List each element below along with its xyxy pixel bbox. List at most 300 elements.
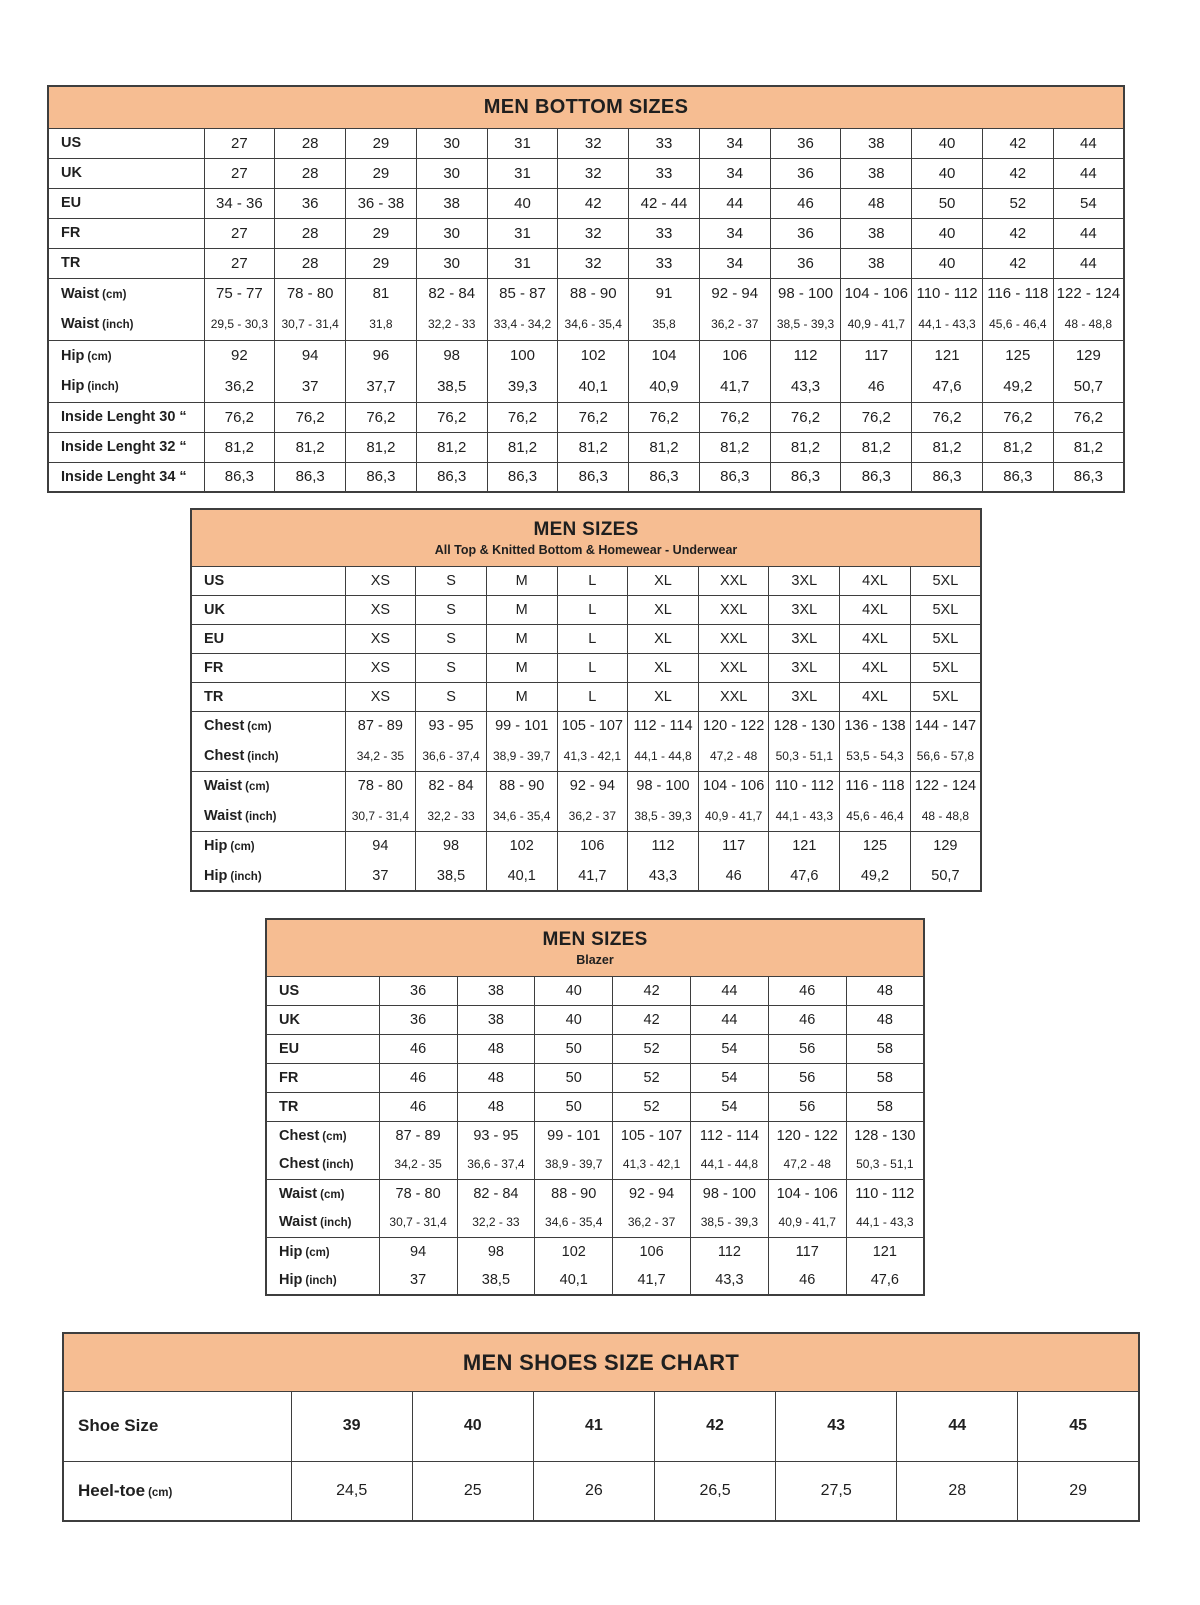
size-value-cell: 129 — [910, 831, 981, 861]
table-row — [48, 340, 1124, 371]
row-label-text: Waist — [279, 1214, 318, 1231]
row-label-text: Waist — [279, 1185, 318, 1202]
row-label — [266, 1121, 379, 1150]
size-value-cell: 121 — [846, 1237, 924, 1266]
size-value-cell: 125 — [982, 340, 1053, 371]
size-value-cell: 39 — [291, 1391, 412, 1461]
size-value-cell: 36,2 - 37 — [699, 309, 770, 340]
size-value-cell: 81,2 — [912, 432, 983, 462]
size-value-cell: 36 — [770, 218, 841, 248]
row-label — [266, 976, 379, 1005]
size-value-cell: 33,4 - 34,2 — [487, 309, 558, 340]
row-label-text: Chest — [204, 747, 245, 764]
size-value-cell: 54 — [1053, 188, 1124, 218]
size-value-cell: 27 — [204, 248, 275, 278]
size-value-cell: 78 - 80 — [275, 278, 346, 309]
size-value-cell: 112 — [690, 1237, 768, 1266]
row-label-text: Shoe Size — [78, 1416, 159, 1435]
size-value-cell: 30 — [416, 248, 487, 278]
size-value-cell: 44 — [1053, 218, 1124, 248]
size-value-cell: 33 — [629, 158, 700, 188]
row-label-text: Waist — [61, 285, 100, 302]
size-value-cell: 36,2 - 37 — [613, 1208, 691, 1237]
size-value-cell: 76,2 — [275, 402, 346, 432]
row-label — [63, 1391, 291, 1461]
size-value-cell: 40 — [912, 158, 983, 188]
row-label — [48, 278, 204, 309]
size-value-cell: 86,3 — [1053, 462, 1124, 492]
table-row — [48, 188, 1124, 218]
table-row — [48, 309, 1124, 340]
size-value-cell: 112 — [770, 340, 841, 371]
size-value-cell: XL — [628, 566, 699, 595]
size-value-cell: 82 - 84 — [457, 1179, 535, 1208]
size-value-cell: 45,6 - 46,4 — [982, 309, 1053, 340]
size-value-cell: 88 - 90 — [535, 1179, 613, 1208]
row-label — [48, 188, 204, 218]
row-label-unit: (cm) — [247, 721, 272, 734]
size-value-cell: 76,2 — [629, 402, 700, 432]
size-value-cell: 76,2 — [346, 402, 417, 432]
size-value-cell: 4XL — [840, 595, 911, 624]
size-value-cell: 35,8 — [629, 309, 700, 340]
row-label — [48, 218, 204, 248]
size-value-cell: 38 — [841, 158, 912, 188]
size-value-cell: 82 - 84 — [416, 771, 487, 801]
row-label-text: Inside Lenght 30 “ — [61, 409, 187, 425]
table-row — [266, 1266, 924, 1295]
size-value-cell: 38,5 — [416, 861, 487, 891]
row-label-unit: (inch) — [245, 810, 277, 823]
size-value-cell: 29 — [346, 158, 417, 188]
size-value-cell: 36 — [770, 248, 841, 278]
row-label — [48, 128, 204, 158]
row-label-unit: (inch) — [230, 870, 262, 883]
size-value-cell: 78 - 80 — [345, 771, 416, 801]
row-label — [266, 1005, 379, 1034]
table-row — [191, 711, 981, 741]
size-value-cell: 3XL — [769, 595, 840, 624]
size-value-cell: 81,2 — [416, 432, 487, 462]
size-value-cell: 42 - 44 — [629, 188, 700, 218]
size-value-cell: 44 — [690, 976, 768, 1005]
row-label-text: US — [279, 982, 300, 999]
size-value-cell: 128 - 130 — [769, 711, 840, 741]
size-value-cell: 46 — [841, 371, 912, 402]
size-value-cell: 76,2 — [770, 402, 841, 432]
size-value-cell: 54 — [690, 1034, 768, 1063]
row-label-text: FR — [61, 225, 81, 241]
size-value-cell: 81,2 — [558, 432, 629, 462]
size-value-cell: 38,9 - 39,7 — [486, 741, 557, 771]
size-value-cell: 81 — [346, 278, 417, 309]
size-value-cell: 56 — [768, 1092, 846, 1121]
row-label-text: Waist — [204, 807, 243, 824]
men-sizes-top-grid — [190, 508, 982, 892]
size-value-cell: S — [416, 653, 487, 682]
size-value-cell: 86,3 — [558, 462, 629, 492]
row-label-unit: (cm) — [102, 288, 127, 301]
size-value-cell: 125 — [840, 831, 911, 861]
size-value-cell: 31 — [487, 158, 558, 188]
size-value-cell: 104 — [629, 340, 700, 371]
size-value-cell: M — [486, 682, 557, 711]
size-value-cell: XL — [628, 624, 699, 653]
size-value-cell: 40,9 - 41,7 — [768, 1208, 846, 1237]
size-value-cell: 81,2 — [841, 432, 912, 462]
size-value-cell: 48 - 48,8 — [910, 801, 981, 831]
size-value-cell: 120 - 122 — [768, 1121, 846, 1150]
size-value-cell: 102 — [535, 1237, 613, 1266]
size-value-cell: 32 — [558, 218, 629, 248]
size-value-cell: 4XL — [840, 624, 911, 653]
size-value-cell: 110 - 112 — [912, 278, 983, 309]
row-label — [191, 624, 345, 653]
size-value-cell: 86,3 — [912, 462, 983, 492]
size-value-cell: 52 — [613, 1063, 691, 1092]
size-value-cell: 40 — [487, 188, 558, 218]
size-value-cell: 87 - 89 — [345, 711, 416, 741]
size-value-cell: 40,9 - 41,7 — [698, 801, 769, 831]
size-value-cell: 49,2 — [840, 861, 911, 891]
row-label — [48, 432, 204, 462]
row-label — [191, 861, 345, 891]
row-label-unit: (cm) — [245, 781, 270, 794]
men-sizes-blazer-grid — [265, 918, 925, 1296]
size-value-cell: 40,1 — [535, 1266, 613, 1295]
size-value-cell: 98 — [416, 831, 487, 861]
table-title-bar — [63, 1333, 1139, 1391]
size-value-cell: 40,1 — [486, 861, 557, 891]
size-value-cell: 34,6 - 35,4 — [558, 309, 629, 340]
size-value-cell: 112 - 114 — [690, 1121, 768, 1150]
size-value-cell: 43,3 — [770, 371, 841, 402]
table-section — [266, 1121, 924, 1179]
table-row — [48, 218, 1124, 248]
row-label-text: EU — [204, 630, 225, 647]
row-label-text: Chest — [279, 1156, 320, 1173]
size-value-cell: M — [486, 595, 557, 624]
size-value-cell: 86,3 — [629, 462, 700, 492]
size-value-cell: 105 - 107 — [557, 711, 628, 741]
size-value-cell: 41,7 — [613, 1266, 691, 1295]
size-value-cell: 98 - 100 — [690, 1179, 768, 1208]
row-label-text: Inside Lenght 34 “ — [61, 468, 187, 485]
size-value-cell: XXL — [698, 653, 769, 682]
size-value-cell: 92 — [204, 340, 275, 371]
size-value-cell: 42 — [654, 1391, 775, 1461]
size-value-cell: 50,3 - 51,1 — [846, 1150, 924, 1179]
table-row — [48, 462, 1124, 492]
size-value-cell: 104 - 106 — [841, 278, 912, 309]
size-value-cell: 27 — [204, 158, 275, 188]
table-section — [191, 566, 981, 711]
size-value-cell: 81,2 — [770, 432, 841, 462]
table-title: MEN SHOES SIZE CHART — [462, 1349, 740, 1375]
size-value-cell: 34 — [699, 218, 770, 248]
table-row — [191, 861, 981, 891]
table-subtitle: All Top & Knitted Bottom & Homewear - Underwear — [434, 543, 738, 558]
size-value-cell: 86,3 — [487, 462, 558, 492]
size-value-cell: 92 - 94 — [557, 771, 628, 801]
size-value-cell: 28 — [275, 158, 346, 188]
table-row — [266, 1150, 924, 1179]
size-value-cell: 32,2 - 33 — [457, 1208, 535, 1237]
size-value-cell: 56 — [768, 1034, 846, 1063]
size-value-cell: 34,2 - 35 — [345, 741, 416, 771]
size-value-cell: 31 — [487, 218, 558, 248]
table-row — [266, 1005, 924, 1034]
size-value-cell: 44,1 - 43,3 — [912, 309, 983, 340]
size-value-cell: 46 — [768, 1266, 846, 1295]
size-value-cell: XL — [628, 653, 699, 682]
row-label-text: UK — [279, 1011, 300, 1028]
size-value-cell: 38,5 — [457, 1266, 535, 1295]
size-value-cell: 38,9 - 39,7 — [535, 1150, 613, 1179]
size-value-cell: XXL — [698, 595, 769, 624]
size-value-cell: 45,6 - 46,4 — [840, 801, 911, 831]
size-value-cell: 91 — [629, 278, 700, 309]
table-row — [48, 402, 1124, 432]
size-value-cell: 41,7 — [699, 371, 770, 402]
row-label-text: TR — [61, 255, 81, 271]
size-value-cell: 4XL — [840, 566, 911, 595]
size-value-cell: 92 - 94 — [613, 1179, 691, 1208]
row-label — [191, 682, 345, 711]
size-value-cell: 50 — [535, 1063, 613, 1092]
row-label-text: Waist — [61, 316, 100, 333]
table-row — [266, 1034, 924, 1063]
size-value-cell: 48 - 48,8 — [1053, 309, 1124, 340]
row-label-text: Chest — [204, 718, 245, 735]
table-section — [63, 1391, 1139, 1461]
men-bottom-sizes-table — [47, 85, 1125, 493]
size-value-cell: XXL — [698, 624, 769, 653]
row-label — [266, 1150, 379, 1179]
size-value-cell: 82 - 84 — [416, 278, 487, 309]
size-value-cell: 93 - 95 — [457, 1121, 535, 1150]
table-section — [48, 402, 1124, 492]
size-value-cell: M — [486, 624, 557, 653]
size-value-cell: 38,5 — [416, 371, 487, 402]
size-value-cell: 38,5 - 39,3 — [628, 801, 699, 831]
size-value-cell: 29 — [346, 128, 417, 158]
size-value-cell: 26,5 — [654, 1461, 775, 1521]
size-value-cell: 25 — [412, 1461, 533, 1521]
size-value-cell: 40 — [412, 1391, 533, 1461]
size-value-cell: 92 - 94 — [699, 278, 770, 309]
table-row — [266, 1179, 924, 1208]
size-value-cell: 81,2 — [982, 432, 1053, 462]
row-label — [63, 1461, 291, 1521]
size-value-cell: 36,2 — [204, 371, 275, 402]
size-value-cell: 42 — [613, 976, 691, 1005]
row-label-unit: (inch) — [305, 1275, 337, 1287]
row-label-text: Inside Lenght 32 “ — [61, 439, 187, 455]
size-value-cell: 44 — [1053, 128, 1124, 158]
row-label — [191, 711, 345, 741]
size-value-cell: 104 - 106 — [768, 1179, 846, 1208]
table-section — [191, 711, 981, 771]
size-value-cell: 110 - 112 — [846, 1179, 924, 1208]
row-label — [191, 653, 345, 682]
size-value-cell: 76,2 — [982, 402, 1053, 432]
row-label — [191, 831, 345, 861]
row-label — [48, 402, 204, 432]
size-value-cell: XS — [345, 595, 416, 624]
row-label — [48, 340, 204, 371]
size-value-cell: XS — [345, 566, 416, 595]
row-label-unit: (inch) — [87, 381, 119, 394]
size-value-cell: 53,5 - 54,3 — [840, 741, 911, 771]
table-row — [191, 595, 981, 624]
size-value-cell: 36,6 - 37,4 — [416, 741, 487, 771]
row-label-unit: (cm) — [87, 350, 112, 363]
size-value-cell: 4XL — [840, 682, 911, 711]
size-value-cell: 42 — [982, 218, 1053, 248]
size-value-cell: 42 — [982, 158, 1053, 188]
row-label-unit: (cm) — [230, 841, 255, 854]
table-row — [266, 1092, 924, 1121]
row-label-unit: (inch) — [102, 319, 134, 332]
row-label-unit: (inch) — [247, 750, 279, 763]
row-label-text: Hip — [279, 1243, 303, 1260]
size-value-cell: 29,5 - 30,3 — [204, 309, 275, 340]
size-value-cell: 93 - 95 — [416, 711, 487, 741]
size-value-cell: 41,3 - 42,1 — [613, 1150, 691, 1179]
size-value-cell: 44,1 - 44,8 — [690, 1150, 768, 1179]
size-value-cell: 104 - 106 — [698, 771, 769, 801]
table-row — [191, 771, 981, 801]
size-value-cell: 27 — [204, 128, 275, 158]
row-label-text: Hip — [279, 1272, 303, 1288]
size-value-cell: 81,2 — [204, 432, 275, 462]
size-value-cell: 99 - 101 — [535, 1121, 613, 1150]
row-label — [266, 1237, 379, 1266]
size-value-cell: 46 — [698, 861, 769, 891]
row-label-text: Hip — [204, 838, 228, 855]
size-value-cell: 128 - 130 — [846, 1121, 924, 1150]
men-shoes-size-chart-table — [62, 1332, 1140, 1522]
size-value-cell: 78 - 80 — [379, 1179, 457, 1208]
table-section — [48, 128, 1124, 278]
size-value-cell: 54 — [690, 1092, 768, 1121]
table-title-bar — [191, 509, 981, 566]
size-value-cell: 42 — [613, 1005, 691, 1034]
size-value-cell: 121 — [912, 340, 983, 371]
size-value-cell: 38 — [841, 248, 912, 278]
size-value-cell: 36 - 38 — [346, 188, 417, 218]
size-value-cell: 76,2 — [487, 402, 558, 432]
size-value-cell: 3XL — [769, 566, 840, 595]
size-value-cell: 112 — [628, 831, 699, 861]
table-row — [48, 248, 1124, 278]
size-value-cell: 46 — [379, 1034, 457, 1063]
size-value-cell: 50,3 - 51,1 — [769, 741, 840, 771]
row-label — [266, 1208, 379, 1237]
size-value-cell: 52 — [982, 188, 1053, 218]
row-label — [266, 1092, 379, 1121]
size-value-cell: 81,2 — [629, 432, 700, 462]
row-label — [266, 1063, 379, 1092]
size-value-cell: 86,3 — [416, 462, 487, 492]
size-value-cell: 106 — [557, 831, 628, 861]
size-value-cell: 3XL — [769, 653, 840, 682]
size-value-cell: 129 — [1053, 340, 1124, 371]
size-value-cell: 116 - 118 — [982, 278, 1053, 309]
size-value-cell: 58 — [846, 1092, 924, 1121]
size-value-cell: 86,3 — [346, 462, 417, 492]
size-value-cell: 54 — [690, 1063, 768, 1092]
size-value-cell: 76,2 — [1053, 402, 1124, 432]
row-label — [191, 801, 345, 831]
row-label-text: UK — [204, 601, 225, 618]
size-value-cell: 86,3 — [204, 462, 275, 492]
size-value-cell: 94 — [275, 340, 346, 371]
size-value-cell: 38 — [457, 1005, 535, 1034]
size-value-cell: XXL — [698, 566, 769, 595]
size-value-cell: 48 — [841, 188, 912, 218]
size-value-cell: 40 — [535, 976, 613, 1005]
size-value-cell: 38 — [457, 976, 535, 1005]
size-value-cell: 98 — [416, 340, 487, 371]
size-value-cell: 46 — [379, 1092, 457, 1121]
size-value-cell: 39,3 — [487, 371, 558, 402]
size-value-cell: 32 — [558, 128, 629, 158]
size-value-cell: 42 — [982, 128, 1053, 158]
size-value-cell: 44 — [1053, 158, 1124, 188]
size-value-cell: 43,3 — [690, 1266, 768, 1295]
size-value-cell: S — [416, 595, 487, 624]
size-value-cell: 112 - 114 — [628, 711, 699, 741]
row-label — [48, 248, 204, 278]
size-value-cell: 81,2 — [346, 432, 417, 462]
size-value-cell: 86,3 — [841, 462, 912, 492]
size-value-cell: 50 — [535, 1092, 613, 1121]
size-value-cell: 96 — [346, 340, 417, 371]
size-value-cell: 100 — [487, 340, 558, 371]
size-value-cell: 86,3 — [699, 462, 770, 492]
size-value-cell: 5XL — [910, 566, 981, 595]
size-value-cell: 49,2 — [982, 371, 1053, 402]
men-bottom-sizes-grid — [47, 85, 1125, 493]
size-value-cell: 44 — [699, 188, 770, 218]
size-value-cell: XXL — [698, 682, 769, 711]
row-label-text: US — [204, 572, 225, 589]
size-value-cell: 88 - 90 — [486, 771, 557, 801]
size-value-cell: M — [486, 653, 557, 682]
men-sizes-blazer-table — [265, 918, 925, 1296]
size-value-cell: 37 — [379, 1266, 457, 1295]
table-row — [48, 432, 1124, 462]
table-section — [266, 1179, 924, 1237]
size-value-cell: 98 - 100 — [770, 278, 841, 309]
row-label — [191, 771, 345, 801]
size-value-cell: 28 — [275, 218, 346, 248]
size-value-cell: 28 — [275, 128, 346, 158]
size-value-cell: 144 - 147 — [910, 711, 981, 741]
row-label-unit: (inch) — [322, 1159, 354, 1172]
size-value-cell: 36 — [275, 188, 346, 218]
size-value-cell: 32,2 - 33 — [416, 309, 487, 340]
size-value-cell: 102 — [558, 340, 629, 371]
size-value-cell: 85 - 87 — [487, 278, 558, 309]
size-value-cell: 36,2 - 37 — [557, 801, 628, 831]
size-value-cell: 34,6 - 35,4 — [486, 801, 557, 831]
row-label — [48, 309, 204, 340]
size-value-cell: 48 — [457, 1034, 535, 1063]
size-value-cell: 102 — [486, 831, 557, 861]
